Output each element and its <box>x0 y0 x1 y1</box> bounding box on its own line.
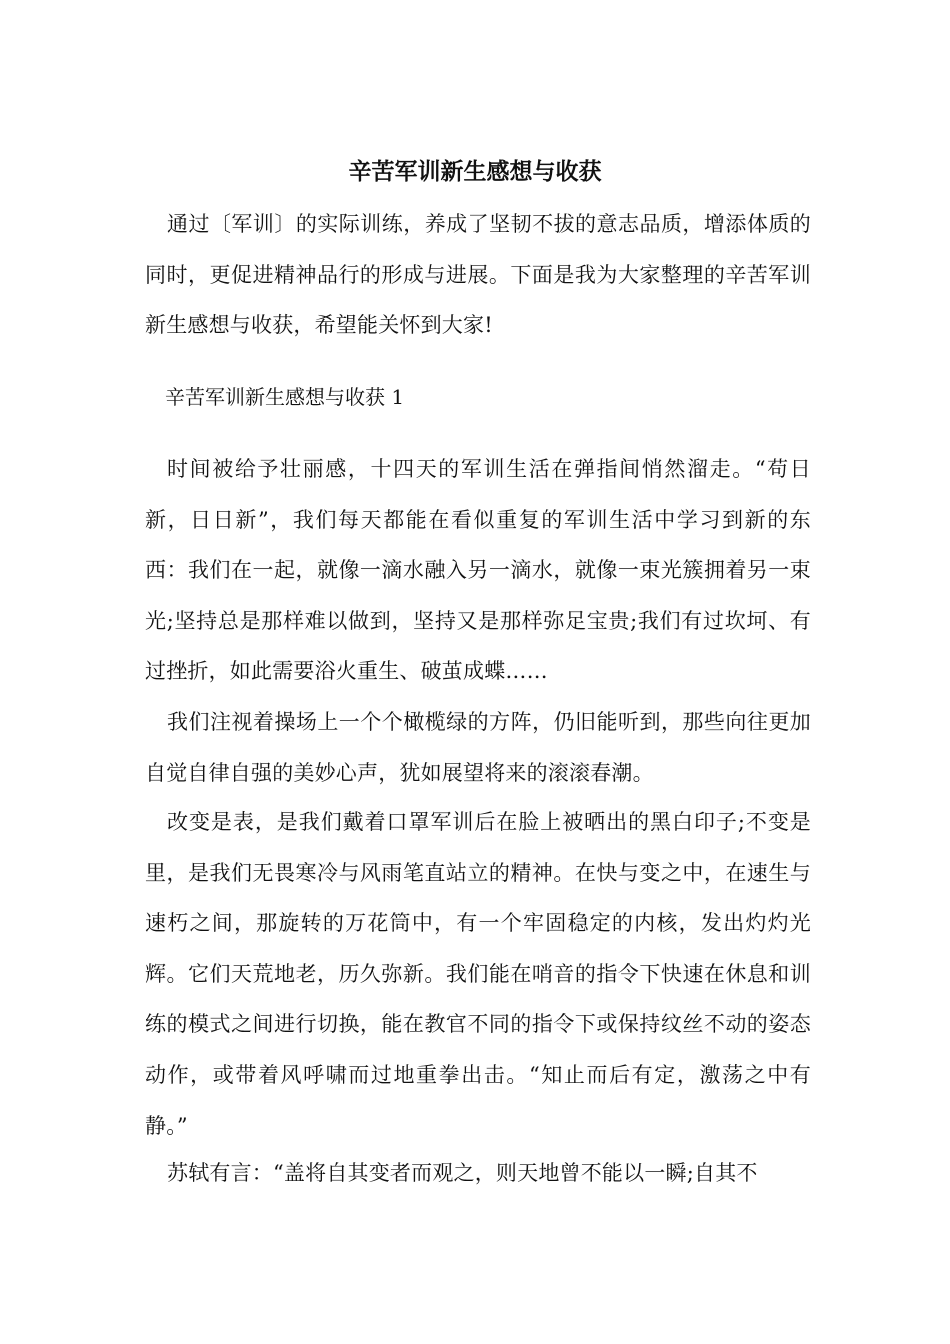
body-paragraph-2: 我们注视着操场上一个个橄榄绿的方阵，仍旧能听到，那些向往更加自觉自律自强的美妙心声，犹如展望将来的滚滚春潮。 <box>145 710 811 785</box>
intro-paragraph: 通过〔军训〕的实际训练，养成了坚韧不拔的意志品质，增添体质的同时，更促进精神品行的形成与进展。下面是我为大家整理的辛苦军训新生感想与收获，希望能关怀到大家! <box>145 212 811 338</box>
section-heading: 辛苦军训新生感想与收获 1 <box>165 385 405 409</box>
document-title: 辛苦军训新生感想与收获 <box>348 158 602 185</box>
body-paragraph-1: 时间被给予壮丽感，十四天的军训生活在弹指间悄然溜走。“苟日新，日日新”，我们每天都能在看似重复的军训生活中学习到新的东西：我们在一起，就像一滴水融入另一滴水，就像一束光簇拥着另一束光;坚持总是那样难以做到，坚持又是那样弥足宝贵;我们有过坎坷、有过挫折，如此需要浴火重生、破茧成蝶…… <box>145 457 811 684</box>
body-paragraph-3: 改变是表，是我们戴着口罩军训后在脸上被晒出的黑白印子;不变是里，是我们无畏寒冷与风雨笔直站立的精神。在快与变之中，在速生与速朽之间，那旋转的万花筒中，有一个牢固稳定的内核，发出灼灼光辉。它们天荒地老，历久弥新。我们能在哨音的指令下快速在休息和训练的模式之间进行切换，能在教官不同的指令下或保持纹丝不动的姿态动作，或带着风呼啸而过地重拳出击。“知止而后有定，激荡之中有静。” <box>145 810 811 1138</box>
body-paragraph-4: 苏轼有言：“盖将自其变者而观之，则天地曾不能以一瞬;自其不 <box>167 1161 758 1185</box>
